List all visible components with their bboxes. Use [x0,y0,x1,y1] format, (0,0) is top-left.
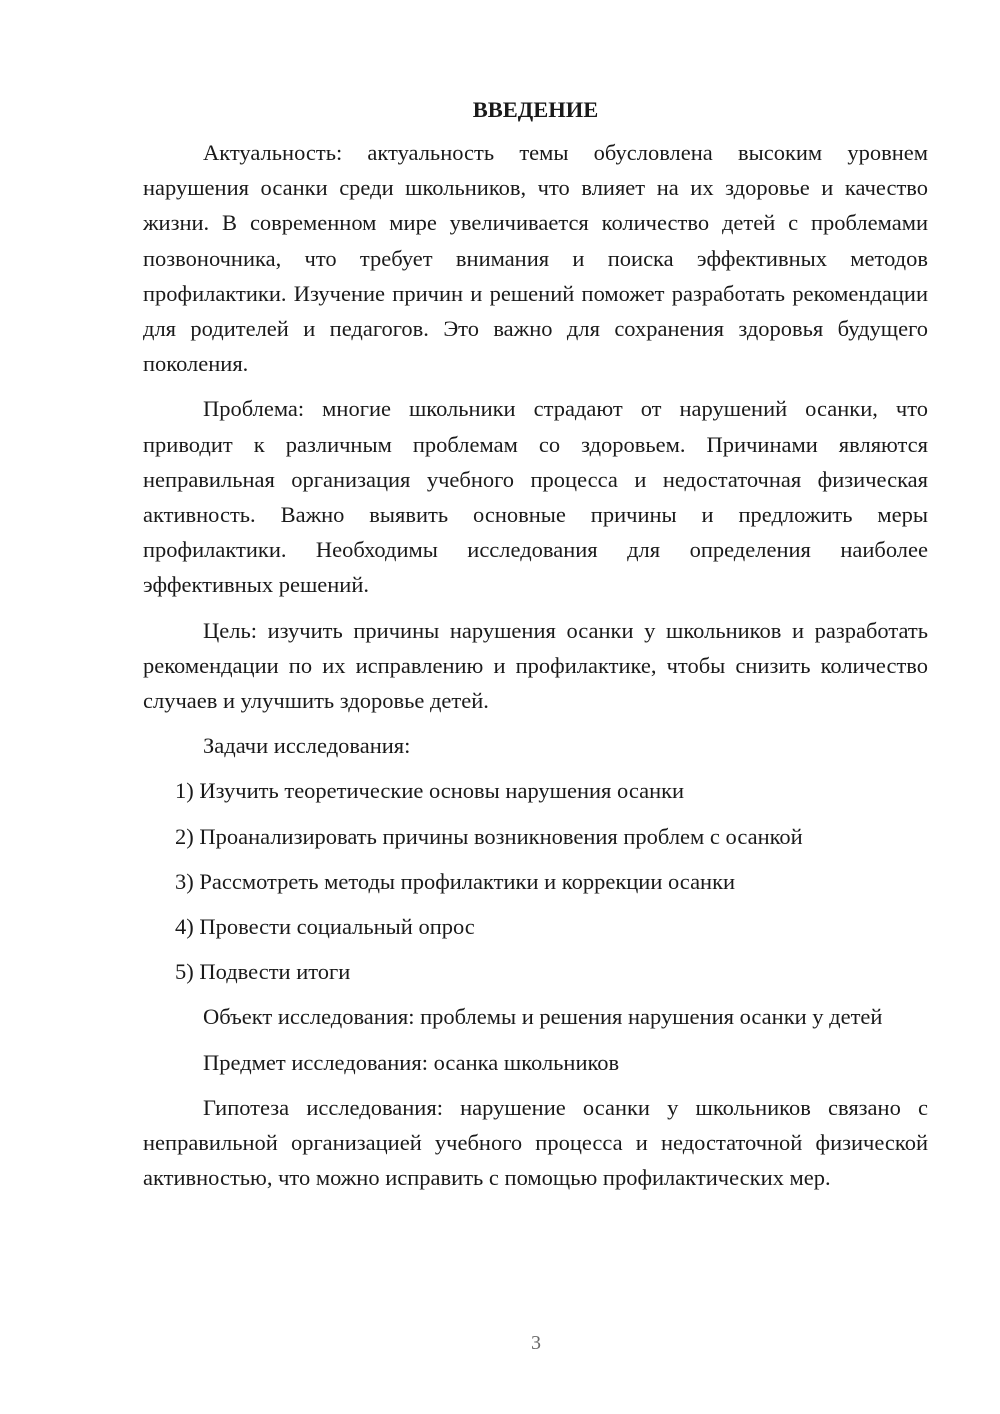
paragraph-relevance: Актуальность: актуальность темы обусловлена высоким уровнем нарушения осанки среди школьников, что влияет на их здоровье и качество жизни. В современном мире увеличивается количество детей с проблемами позвоночника, что требует внимания и поиска эффективных методов профилактики. Изучение причин и решений поможет разработать рекомендации для родителей и педагогов. Это важно для сохранения здоровья будущего поколения. [143,140,928,377]
section-title: ВВЕДЕНИЕ [472,97,599,122]
paragraph-hypothesis: Гипотеза исследования: нарушение осанки у школьников связано с неправильной организацией учебного процесса и недостаточной физической активностью, что можно исправить с помощью профилактических мер. [143,1094,928,1191]
paragraph-problem: Проблема: многие школьники страдают от нарушений осанки, что приводит к различным проблемам со здоровьем. Причинами являются неправильная организация учебного процесса и недостаточная физическая активность. Важно выявить основные причины и предложить меры профилактики. Необходимы исследования для определения наиболее эффективных решений. [143,396,928,598]
task-item: 1) Изучить теоретические основы нарушения осанки [175,778,685,804]
task-item: 4) Провести социальный опрос [175,914,475,940]
paragraph-goal: Цель: изучить причины нарушения осанки у школьников и разработать рекомендации по их исправлению и профилактике, чтобы снизить количество случаев и улучшить здоровье детей. [143,617,928,714]
task-item: 3) Рассмотреть методы профилактики и коррекции осанки [175,868,736,894]
paragraph-object: Объект исследования: проблемы и решения нарушения осанки у детей [203,1004,883,1030]
page-content [143,92,928,1205]
task-item: 2) Проанализировать причины возникновения проблем с осанкой [175,823,803,849]
page-number: 3 [531,1332,541,1354]
tasks-heading: Задачи исследования: [203,733,411,759]
task-item: 5) Подвести итоги [175,959,351,985]
tasks-list [143,773,928,989]
paragraph-subject: Предмет исследования: осанка школьников [203,1049,620,1075]
